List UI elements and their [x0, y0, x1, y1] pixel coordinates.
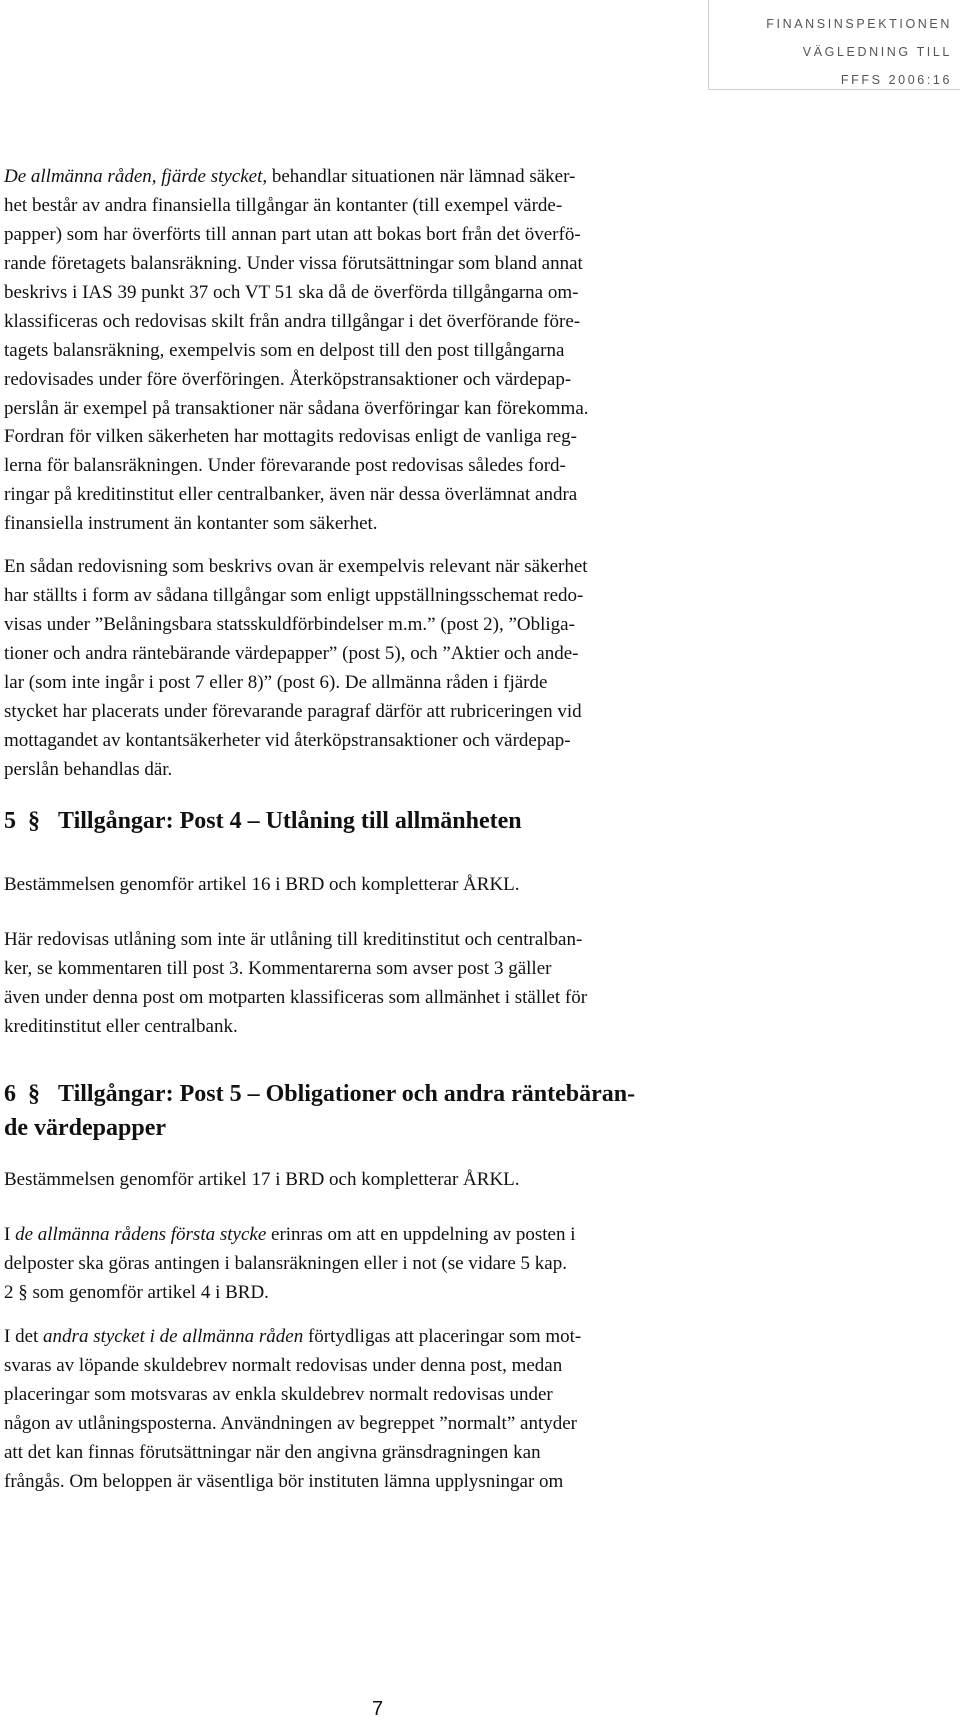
heading-6-title-line2: de värdepapper — [4, 1115, 166, 1141]
paragraph-5b — [4, 925, 587, 1041]
text-line — [4, 307, 589, 336]
text-run: Fordran för vilken säkerheten har mottagits redovisas enligt de vanliga reg- — [4, 426, 577, 447]
text-run: perslån är exempel på transaktioner när sådana överföringar kan förekomma. — [4, 398, 589, 419]
text-run: perslån behandlas där. — [4, 759, 173, 780]
paragraph-3 — [4, 552, 588, 784]
text-run: svaras av löpande skuldebrev normalt redovisas under denna post, medan — [4, 1355, 563, 1376]
text-run: lar (som inte ingår i post 7 eller 8)” (post 6). De allmänna råden i fjärde — [4, 672, 548, 693]
heading-6-number: 6 — [4, 1081, 16, 1107]
text-line — [4, 365, 589, 394]
section-symbol: § — [28, 808, 40, 834]
text-line — [4, 1467, 581, 1496]
text-line — [4, 1409, 581, 1438]
text-line — [4, 983, 587, 1012]
text-run: förtydligas att placeringar som mot- — [303, 1326, 582, 1347]
header-doc-type: VÄGLEDNING TILL — [802, 45, 952, 59]
text-run: En sådan redovisning som beskrivs ovan är exempelvis relevant när säkerhet — [4, 556, 588, 577]
text-line — [4, 278, 589, 307]
text-run: lerna för balansräkningen. Under förevarande post redovisas således ford- — [4, 455, 566, 476]
paragraph-5a: Bestämmelsen genomför artikel 16 i BRD och kompletterar ÅRKL. — [4, 874, 520, 895]
text-line — [4, 610, 588, 639]
text-line — [4, 480, 577, 509]
text-run: rande företagets balansräkning. Under vissa förutsättningar som bland annat — [4, 253, 583, 274]
heading-section-5 — [4, 804, 522, 838]
text-line — [4, 1322, 581, 1351]
text-run: även under denna post om motparten klassificeras som allmänhet i stället för — [4, 987, 588, 1008]
text-run: visas under ”Belåningsbara statsskuldförbindelser m.m.” (post 2), ”Obliga- — [4, 614, 575, 635]
text-line — [4, 1278, 575, 1307]
paragraph-6b — [4, 1220, 575, 1307]
text-line — [4, 552, 588, 581]
text-line — [4, 162, 589, 191]
text-run: ringar på kreditinstitut eller centralbanker, även när dessa överlämnat andra — [4, 484, 578, 505]
text-run: delposter ska göras antingen i balansräkningen eller i not (se vidare 5 kap. — [4, 1253, 567, 1274]
text-line — [4, 726, 588, 755]
text-run: tioner och andra räntebärande värdepapper” (post 5), och ”Aktier och ande- — [4, 643, 579, 664]
text-line — [4, 249, 589, 278]
document-header — [708, 0, 960, 90]
text-line — [4, 581, 588, 610]
text-line — [4, 925, 587, 954]
text-line — [4, 191, 589, 220]
section-symbol: § — [28, 1081, 40, 1107]
text-run: har ställts i form av sådana tillgångar som enligt uppställningsschemat redo- — [4, 585, 584, 606]
text-run: frångås. Om beloppen är väsentliga bör instituten lämna upplysningar om — [4, 1471, 564, 1492]
text-run: klassificeras och redovisas skilt från andra tillgångar i det överförande före- — [4, 311, 581, 332]
text-run: ker, se kommentaren till post 3. Kommentarerna som avser post 3 gäller — [4, 958, 552, 979]
paragraph-2 — [4, 422, 577, 538]
paragraph-6c — [4, 1322, 581, 1496]
text-run: redovisades under före överföringen. Återköpstransaktioner och värdepap- — [4, 369, 572, 390]
heading-5-number: 5 — [4, 808, 16, 834]
text-run: papper) som har överförts till annan part utan att bokas bort från det överfö- — [4, 224, 581, 245]
text-line — [4, 394, 589, 423]
text-line — [4, 954, 587, 983]
text-line — [4, 1380, 581, 1409]
italic-text-run: De allmänna råden, fjärde stycket — [4, 166, 263, 187]
text-run: beskrivs i IAS 39 punkt 37 och VT 51 ska då de överförda tillgångarna om- — [4, 282, 579, 303]
text-line — [4, 509, 577, 538]
italic-text-run: de allmänna rådens första stycke — [15, 1224, 267, 1245]
paragraph-6a: Bestämmelsen genomför artikel 17 i BRD och kompletterar ÅRKL. — [4, 1169, 520, 1190]
text-line — [4, 1438, 581, 1467]
text-run: kreditinstitut eller centralbank. — [4, 1016, 238, 1037]
text-line — [4, 220, 589, 249]
text-run: I det — [4, 1326, 44, 1347]
text-run: Här redovisas utlåning som inte är utlåning till kreditinstitut och centralban- — [4, 929, 583, 950]
page-number: 7 — [372, 1698, 384, 1720]
text-run: någon av utlåningsposterna. Användningen av begreppet ”normalt” antyder — [4, 1413, 577, 1434]
text-line — [4, 1249, 575, 1278]
text-run: finansiella instrument än kontanter som säkerhet. — [4, 513, 378, 534]
heading-section-6 — [4, 1077, 635, 1145]
paragraph-1 — [4, 162, 589, 423]
text-run: erinras om att en uppdelning av posten i — [266, 1224, 576, 1245]
text-line — [4, 422, 577, 451]
text-line — [4, 336, 589, 365]
text-run: att det kan finnas förutsättningar när den angivna gränsdragningen kan — [4, 1442, 541, 1463]
text-line — [4, 1220, 575, 1249]
header-org: FINANSINSPEKTIONEN — [766, 17, 952, 31]
text-line — [4, 639, 588, 668]
text-run: placeringar som motsvaras av enkla skuldebrev normalt redovisas under — [4, 1384, 553, 1405]
text-run: mottagandet av kontantsäkerheter vid återköpstransaktioner och värdepap- — [4, 730, 571, 751]
text-line — [4, 1351, 581, 1380]
text-line — [4, 697, 588, 726]
text-line — [4, 755, 588, 784]
text-run: 2 § som genomför artikel 4 i BRD. — [4, 1282, 269, 1303]
heading-6-title-line1: Tillgångar: Post 5 – Obligationer och andra räntebäran- — [58, 1081, 636, 1107]
text-run: , behandlar situationen när lämnad säker- — [262, 166, 576, 187]
text-run: I — [4, 1224, 16, 1245]
text-run: tagets balansräkning, exempelvis som en delpost till den post tillgångarna — [4, 340, 565, 361]
heading-5-title: Tillgångar: Post 4 – Utlåning till allmänheten — [58, 808, 522, 834]
italic-text-run: andra stycket i de allmänna råden — [43, 1326, 304, 1347]
text-run: het består av andra finansiella tillgångar än kontanter (till exempel värde- — [4, 195, 563, 216]
text-line — [4, 668, 588, 697]
header-code: FFFS 2006:16 — [840, 73, 952, 87]
text-line — [4, 1012, 587, 1041]
text-line — [4, 451, 577, 480]
text-run: stycket har placerats under förevarande paragraf därför att rubriceringen vid — [4, 701, 582, 722]
